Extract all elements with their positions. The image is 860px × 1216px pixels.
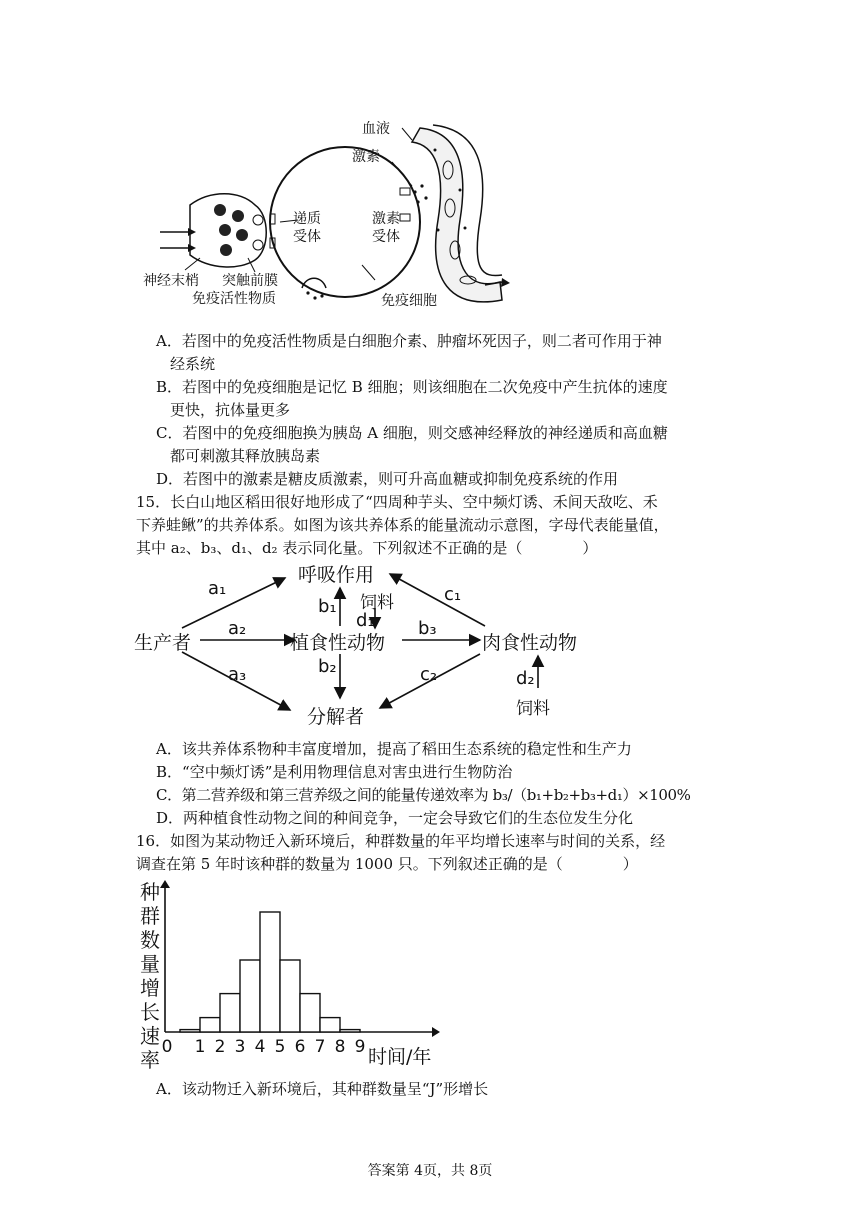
label-a1: a₁ (208, 578, 227, 599)
label-d2: d₂ (516, 668, 535, 689)
chart-bar-8-9 (340, 1030, 360, 1032)
q15-option-c: C．第二营养级和第三营养级之间的能量传递效率为 b₃/（b₁+b₂+b₃+d₁）×100% (156, 786, 691, 804)
node-feed-1: 饲料 (360, 593, 394, 613)
chart-bar-0-1 (180, 1030, 200, 1032)
label-hormone: 激素 (352, 149, 380, 165)
label-presynaptic-membrane: 突触前膜 (222, 273, 278, 289)
q15-stem-line3: 其中 a₂、b₃、d₁、d₂ 表示同化量。下列叙述不正确的是（ ） (136, 539, 598, 557)
q15-stem-line2: 下养蛙鳅”的共养体系。如图为该共养体系的能量流动示意图，字母代表能量值， (136, 516, 669, 534)
chart-x-tick-8: 8 (334, 1037, 346, 1057)
q15-option-a: A．该共养体系物种丰富度增加，提高了稻田生态系统的稳定性和生产力 (156, 740, 632, 758)
q14-option-c-line1: C．若图中的免疫细胞换为胰岛 A 细胞，则交感神经释放的神经递质和高血糖 (156, 424, 668, 442)
label-blood: 血液 (362, 121, 390, 137)
label-transmitter-receptor-line2: 受体 (293, 229, 321, 245)
chart-x-tick-7: 7 (314, 1037, 326, 1057)
chart-x-tick-3: 3 (234, 1037, 246, 1057)
q16-stem-line1: 16．如图为某动物迁入新环境后，种群数量的年平均增长速率与时间的关系，经 (136, 832, 666, 850)
node-feed-2: 饲料 (516, 699, 550, 719)
label-a3: a₃ (228, 664, 247, 685)
chart-bar-4-5 (260, 912, 280, 1032)
label-transmitter-receptor (293, 210, 321, 246)
chart-x-tick-2: 2 (214, 1037, 226, 1057)
chart-bar-6-7 (300, 994, 320, 1032)
chart-bar-7-8 (320, 1018, 340, 1032)
q14-option-b-line2: 更快，抗体量更多 (170, 401, 291, 419)
node-carnivore: 肉食性动物 (482, 632, 578, 654)
chart-xlabel: 时间/年 (368, 1046, 432, 1068)
node-decomposer: 分解者 (307, 706, 365, 728)
label-c1: c₁ (444, 584, 462, 605)
q15-stem-line1: 15．长白山地区稻田很好地形成了“四周种芋头、空中频灯诱、禾间天敌吃、禾 (136, 493, 658, 511)
page-footer: 答案第 4页，共 8页 (367, 1163, 493, 1179)
label-transmitter-receptor-line1: 递质 (293, 211, 321, 227)
node-herbivore: 植食性动物 (290, 632, 386, 654)
label-c2: c₂ (420, 664, 438, 685)
chart-ylabel-text: 种群数量增长速率 (140, 880, 160, 1072)
label-b1: b₁ (318, 596, 337, 617)
label-hormone-receptor-line1: 激素 (372, 211, 400, 227)
label-nerve-ending: 神经末梢 (143, 273, 199, 289)
q15-option-b: B．“空中频灯诱”是利用物理信息对害虫进行生物防治 (156, 763, 513, 781)
node-producer: 生产者 (134, 632, 192, 654)
chart-bar-2-3 (220, 994, 240, 1032)
chart-x-tick-5: 5 (274, 1037, 286, 1057)
node-respiration: 呼吸作用 (298, 564, 375, 586)
q14-option-b-line1: B．若图中的免疫细胞是记忆 B 细胞；则该细胞在二次免疫中产生抗体的速度 (156, 378, 668, 396)
chart-x-tick-4: 4 (254, 1037, 266, 1057)
label-immune-cell: 免疫细胞 (381, 293, 437, 309)
chart-x-tick-0: 0 (161, 1037, 173, 1057)
label-b3: b₃ (418, 618, 437, 639)
label-immune-active-substance: 免疫活性物质 (192, 291, 276, 307)
chart-bar-3-4 (240, 960, 260, 1032)
chart-x-axis-arrow (432, 1027, 440, 1037)
label-a2: a₂ (228, 618, 247, 639)
chart-x-tick-1: 1 (194, 1037, 206, 1057)
chart-bar-5-6 (280, 960, 300, 1032)
chart-x-tick-6: 6 (294, 1037, 306, 1057)
q14-option-d: D．若图中的激素是糖皮质激素，则可升高血糖或抑制免疫系统的作用 (156, 470, 619, 488)
label-hormone-receptor (372, 210, 400, 246)
chart-bar-1-2 (200, 1018, 220, 1032)
q16-stem-line2: 调查在第 5 年时该种群的数量为 1000 只。下列叙述正确的是（ ） (136, 855, 638, 873)
q14-option-c-line2: 都可刺激其释放胰岛素 (170, 447, 321, 465)
label-hormone-receptor-line2: 受体 (372, 229, 400, 245)
label-d1: d₁ (356, 610, 375, 631)
q16-option-a: A．该动物迁入新环境后，其种群数量呈“J”形增长 (156, 1080, 489, 1098)
chart-x-tick-9: 9 (354, 1037, 366, 1057)
chart-y-axis-arrow (160, 880, 170, 888)
label-b2: b₂ (318, 656, 337, 677)
q14-option-a-line2: 经系统 (170, 355, 216, 373)
q15-option-d: D．两种植食性动物之间的种间竞争，一定会导致它们的生态位发生分化 (156, 809, 634, 827)
q14-option-a-line1: A．若图中的免疫活性物质是白细胞介素、肿瘤坏死因子，则二者可作用于神 (156, 332, 662, 350)
